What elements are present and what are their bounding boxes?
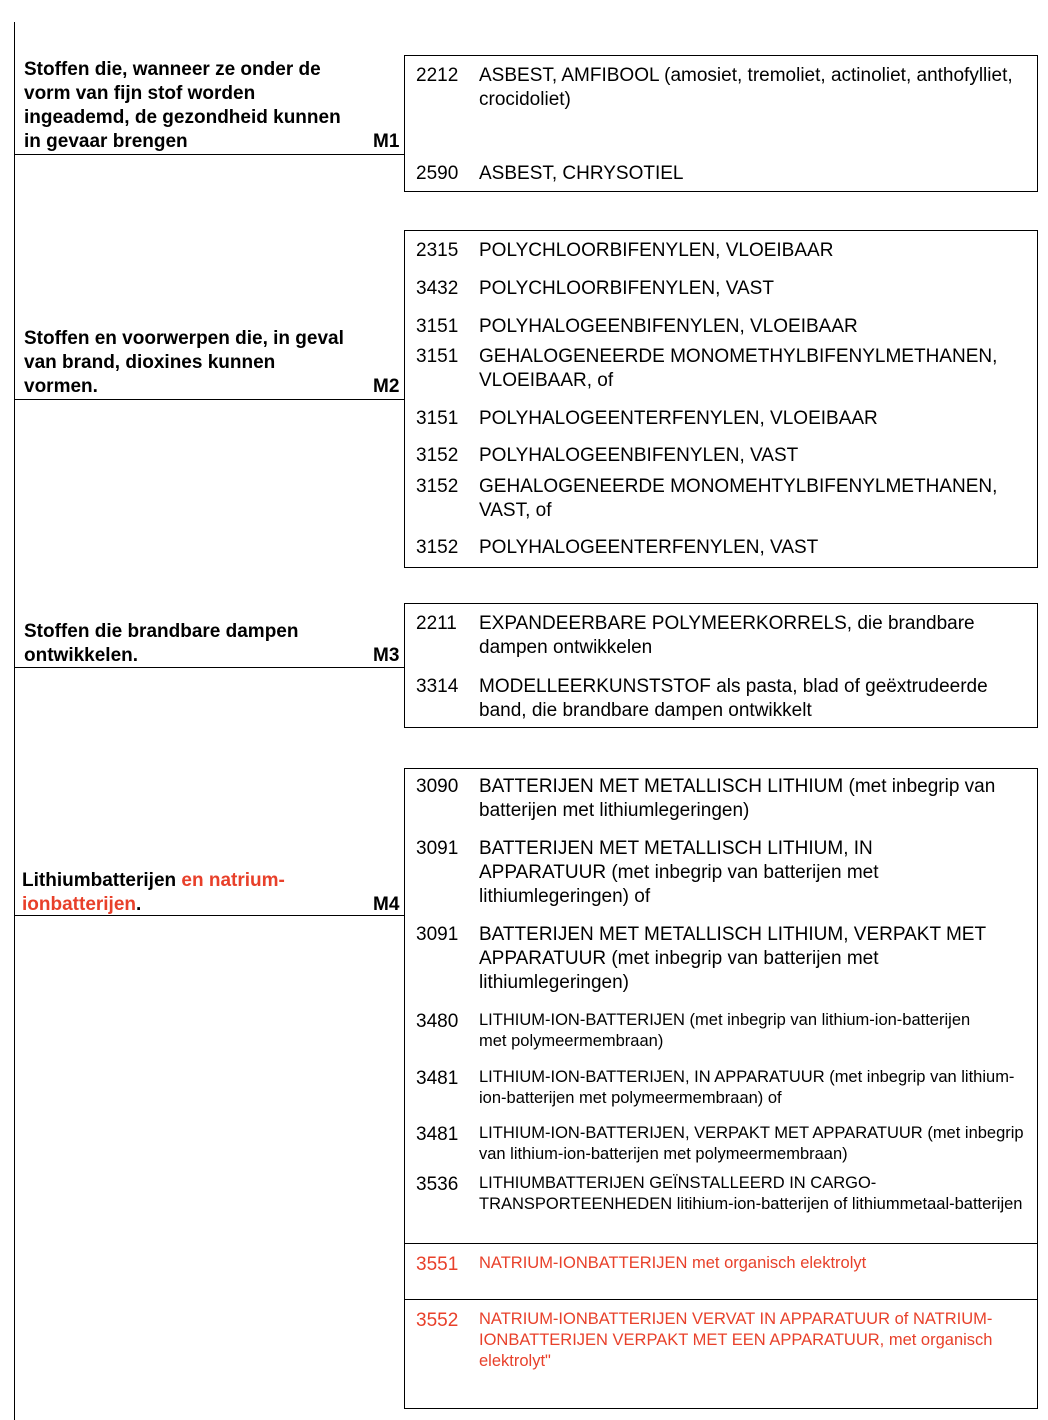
category-m4-underline [14, 915, 404, 916]
category-m1-underline [14, 154, 404, 155]
un-number: 3551 [416, 1254, 459, 1275]
un-number: 3536 [416, 1174, 459, 1195]
entry-description: GEHALOGENEERDE MONOMEHTYLBIFENYLMETHANEN, VAST, of [479, 476, 998, 521]
category-m2-label: Stoffen en voorwerpen die, in geval van brand, dioxines kunnen vormen. [24, 328, 344, 397]
un-number: 3151 [416, 408, 459, 429]
un-number: 3091 [416, 924, 459, 945]
entry-description: BATTERIJEN MET METALLISCH LITHIUM, IN APPARATUUR (met inbegrip van batterijen met lithiumlegeringen) of [479, 838, 879, 907]
entry-description: LITHIUM-ION-BATTERIJEN, IN APPARATUUR (met inbegrip van lithium-ion-batterijen met polymeermembraan) of [479, 1068, 1015, 1107]
entry-description: NATRIUM-IONBATTERIJEN met organisch elektrolyt [479, 1254, 867, 1272]
un-number: 3432 [416, 278, 459, 299]
entry-description: BATTERIJEN MET METALLISCH LITHIUM, VERPAKT MET APPARATUUR (met inbegrip van batterijen met lithiumlegeringen) [479, 924, 986, 993]
entry-description: BATTERIJEN MET METALLISCH LITHIUM (met inbegrip van batterijen met lithiumlegeringen) [479, 776, 996, 821]
entry-description: POLYHALOGEENTERFENYLEN, VLOEIBAAR [479, 408, 878, 429]
un-number: 3314 [416, 676, 459, 697]
un-number: 2590 [416, 163, 459, 184]
entry-description: LITHIUMBATTERIJEN GEÏNSTALLEERD IN CARGO-TRANSPORTEENHEDEN litihium-ion-batterijen of lithiummetaal-batterijen [479, 1174, 1023, 1213]
left-margin-line [14, 22, 15, 1420]
code-m1: M1 [373, 131, 400, 152]
un-number: 3090 [416, 776, 459, 797]
un-number: 2212 [416, 65, 459, 86]
entry-description: ASBEST, CHRYSOTIEL [479, 163, 684, 184]
un-number: 3151 [416, 346, 459, 367]
entry-description: POLYCHLOORBIFENYLEN, VLOEIBAAR [479, 240, 834, 261]
row-separator [404, 1299, 1038, 1300]
un-number: 2211 [416, 613, 457, 634]
un-number: 3152 [416, 537, 459, 558]
code-m3: M3 [373, 645, 400, 666]
un-number: 3152 [416, 445, 459, 466]
category-m3-underline [14, 667, 404, 668]
entry-description: EXPANDEERBARE POLYMEERKORRELS, die brandbare dampen ontwikkelen [479, 613, 975, 658]
category-m2-underline [14, 399, 404, 400]
un-number: 3091 [416, 838, 459, 859]
category-m1-label: Stoffen die, wanneer ze onder de vorm van fijn stof worden ingeademd, de gezondheid kunnen in gevaar brengen [24, 59, 341, 152]
entry-description: GEHALOGENEERDE MONOMETHYLBIFENYLMETHANEN, VLOEIBAAR, of [479, 346, 998, 391]
code-m4: M4 [373, 894, 400, 915]
entry-description: POLYHALOGEENBIFENYLEN, VAST [479, 445, 799, 466]
category-m3-label: Stoffen die brandbare dampen ontwikkelen. [24, 621, 299, 666]
entry-description: POLYHALOGEENTERFENYLEN, VAST [479, 537, 819, 558]
entry-description: MODELLEERKUNSTSTOF als pasta, blad of geëxtrudeerde band, die brandbare dampen ontwikkelt [479, 676, 988, 721]
code-m2: M2 [373, 376, 400, 397]
entry-description: LITHIUM-ION-BATTERIJEN (met inbegrip van lithium-ion-batterijen met polymeermembraan) [479, 1011, 971, 1050]
un-number: 3552 [416, 1310, 459, 1331]
entry-description: NATRIUM-IONBATTERIJEN VERVAT IN APPARATUUR of NATRIUM-IONBATTERIJEN VERPAKT MET EEN APPARATUUR, met organisch elektrolyt" [479, 1310, 993, 1370]
entry-description: LITHIUM-ION-BATTERIJEN, VERPAKT MET APPARATUUR (met inbegrip van lithium-ion-batterijen met polymeermembraan) [479, 1124, 1024, 1163]
un-number: 3151 [416, 316, 459, 337]
un-number: 2315 [416, 240, 459, 261]
entry-description: POLYHALOGEENBIFENYLEN, VLOEIBAAR [479, 316, 858, 337]
entry-description: ASBEST, AMFIBOOL (amosiet, tremoliet, actinoliet, anthofylliet, crocidoliet) [479, 65, 1013, 110]
category-m4-label: Lithiumbatterijen en natrium-ionbatterijen. [22, 870, 285, 915]
entry-description: POLYCHLOORBIFENYLEN, VAST [479, 278, 774, 299]
un-number: 3152 [416, 476, 459, 497]
row-separator [404, 1243, 1038, 1244]
un-number: 3480 [416, 1011, 459, 1032]
un-number: 3481 [416, 1068, 459, 1089]
un-number: 3481 [416, 1124, 459, 1145]
